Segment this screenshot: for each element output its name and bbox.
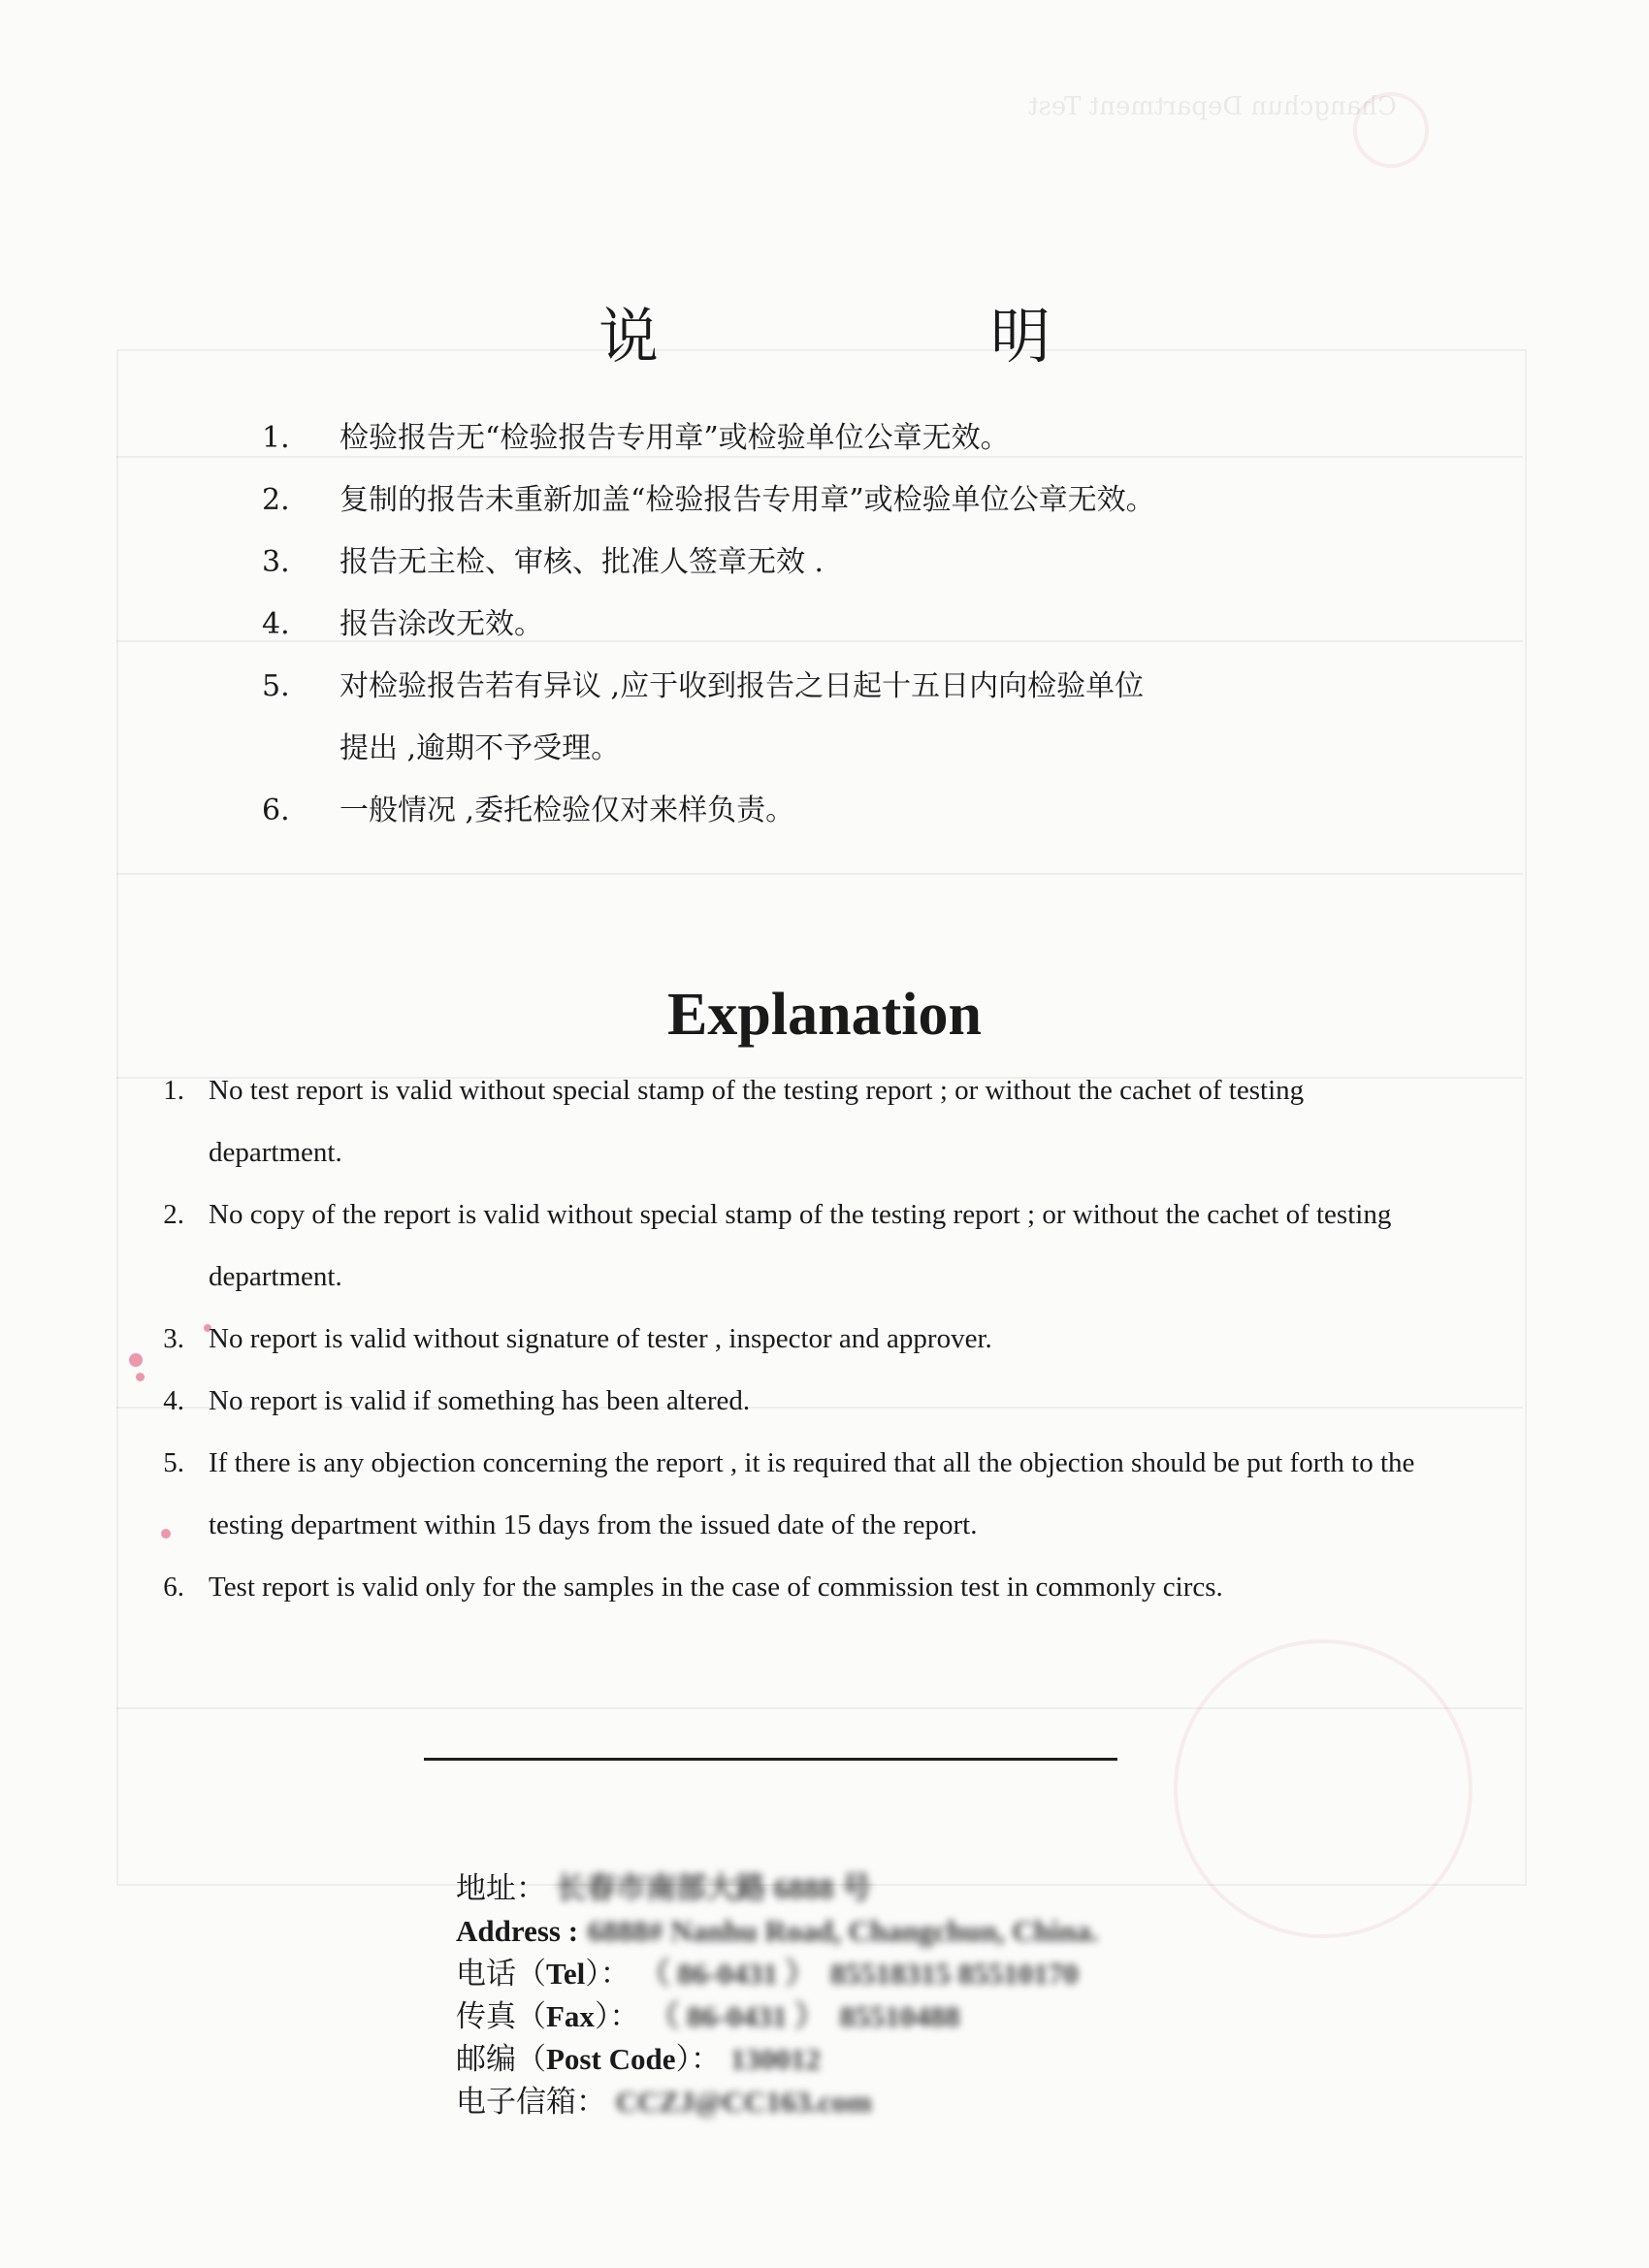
fax-label-en: Fax (546, 1999, 595, 2033)
english-title: Explanation (667, 982, 982, 1049)
item-text: No report is valid without signature of tester , inspector and approver. (209, 1323, 992, 1354)
english-notice-item (146, 1059, 1436, 1183)
item-text: 报告无主检、审核、批准人签章无效 . (340, 545, 824, 579)
item-text: 一般情况 ,委托检验仅对来样负责。 (340, 794, 795, 827)
item-text: 报告涂改无效。 (340, 607, 543, 641)
item-number: 2. (262, 483, 290, 517)
item-text: 对检验报告若有异议 ,应于收到报告之日起十五日内向检验单位 (340, 669, 1145, 703)
address-cn-row (456, 1867, 1232, 1910)
item-text: No report is valid if something has been altered. (209, 1385, 751, 1416)
item-number: 4. (262, 607, 290, 641)
english-notice-item (146, 1308, 1436, 1370)
tel-label-en: Tel (546, 1957, 586, 1991)
english-notice-item (146, 1183, 1436, 1308)
address-en-label: Address : (456, 1914, 579, 1948)
item-text: No copy of the report is valid without special stamp of the testing report ; or without the cachet of testing department. (209, 1199, 1392, 1292)
chinese-notice-item (262, 656, 1329, 780)
item-number: 3. (262, 545, 290, 579)
chinese-notice-item (262, 532, 1329, 594)
fax-row (456, 1995, 1232, 2038)
english-notice-list (146, 1059, 1436, 1618)
chinese-notice-item (262, 594, 1329, 656)
tel-value: （ 86-0431 ） 85518315 85510170 (639, 1957, 1079, 1991)
address-cn-value: 长春市南部大路 6888 号 (555, 1871, 872, 1905)
chinese-notice-item (262, 780, 1329, 842)
chinese-notice-list (262, 407, 1329, 842)
item-number: 4. (163, 1385, 184, 1416)
bleed-through-header: Changchun Department Test (1028, 92, 1397, 121)
chinese-notice-item (262, 470, 1329, 532)
item-text: 检验报告无“检验报告专用章”或检验单位公章无效。 (340, 421, 1010, 455)
item-number: 3. (163, 1323, 184, 1354)
contact-block (456, 1867, 1232, 2123)
english-notice-item (146, 1556, 1436, 1618)
item-number: 2. (163, 1199, 184, 1230)
item-number: 5. (163, 1447, 184, 1478)
post-label-end: ）： (675, 2042, 721, 2077)
fax-label-end: ）： (594, 1999, 640, 2034)
english-notice-item (146, 1432, 1436, 1556)
tel-row (456, 1953, 1232, 1995)
item-number: 1. (262, 421, 290, 455)
tel-label-cn: 电话（ (456, 1957, 546, 1992)
red-ink-spot (129, 1353, 143, 1367)
item-number: 5. (262, 669, 290, 703)
email-label: 电子信箱： (456, 2085, 606, 2120)
address-cn-label: 地址： (456, 1871, 546, 1906)
item-text: No test report is valid without special stamp of the testing report ; or without the cachet of testing department. (209, 1075, 1305, 1168)
address-en-row (456, 1910, 1232, 1953)
post-code-value: 130012 (729, 2042, 821, 2076)
item-number: 6. (262, 794, 290, 827)
item-text: Test report is valid only for the samples in the case of commission test in commonly circs. (209, 1571, 1223, 1603)
item-text: If there is any objection concerning the report , it is required that all the objection should be put forth to the testing department within 15 days from the issued date of the report. (209, 1447, 1415, 1540)
post-label-cn: 邮编（ (456, 2042, 546, 2077)
item-text-continued: 提出 ,逾期不予受理。 (340, 731, 621, 765)
email-value: CCZJ@CC163.com (615, 2085, 872, 2119)
chinese-title: 说 明 (598, 300, 1186, 372)
email-row (456, 2081, 1232, 2123)
fax-value: （ 86-0431 ） 85510488 (649, 1999, 960, 2033)
post-code-row (456, 2038, 1232, 2081)
item-number: 6. (163, 1571, 184, 1603)
post-label-en: Post Code (546, 2042, 676, 2076)
tel-label-end: ）： (585, 1957, 630, 1992)
item-text: 复制的报告未重新加盖“检验报告专用章”或检验单位公章无效。 (340, 483, 1155, 517)
chinese-notice-item (262, 407, 1329, 470)
item-number: 1. (163, 1075, 184, 1106)
section-divider (424, 1758, 1117, 1761)
english-notice-item (146, 1370, 1436, 1432)
address-en-value: 6888# Nanhu Road, Changchun, China. (587, 1914, 1099, 1948)
fax-label-cn: 传真（ (456, 1999, 546, 2034)
